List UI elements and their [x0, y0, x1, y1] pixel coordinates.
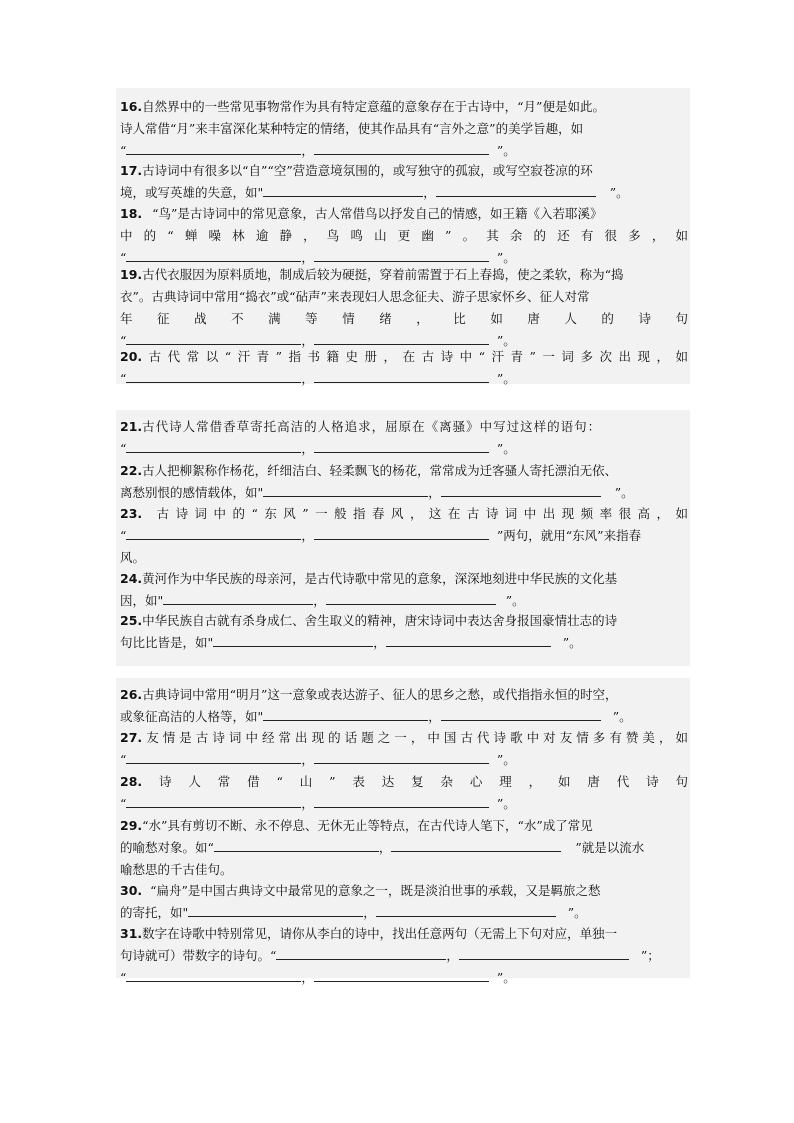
answer-blank[interactable] — [126, 142, 301, 155]
answer-blank[interactable] — [314, 751, 489, 764]
question-23: 23. 古诗词中的“东风”一般指春风，这在古诗词中出现频率很高，如 “ ， ”两句，就用“东风”来指春 风。 — [120, 506, 688, 565]
answer-blank[interactable] — [314, 249, 489, 262]
answer-blank[interactable] — [126, 370, 301, 383]
question-19: 19.古代衣服因为原料质地，制成后较为硬挺，穿着前需置于石上春捣，使之柔软，称为“捣 衣”。古典诗词中常用“捣衣”或“砧声”来表现妇人思念征夫、游子思家怀乡、征人对常 年征战不满等情绪，比如唐人的诗句 “ ， ”。 — [120, 267, 688, 348]
question-26: 26.古典诗词中常用“明月”这一意象或表达游子、征人的思乡之愁，或代指指永恒的时空， 或象征高洁的人格等，如" ， ”。 — [120, 687, 632, 724]
question-20: 20.古代常以“汗青”指书籍史册，在古诗中“汗青”一词多次出现，如 “ ， ”。 — [120, 349, 688, 386]
answer-blank[interactable] — [314, 969, 489, 982]
answer-blank[interactable] — [126, 440, 301, 453]
question-18: 18. “鸟”是古诗词中的常见意象，古人常借鸟以抒发自己的情感，如王籍《入若耶溪》 中的“蝉噪林逾静，鸟鸣山更幽”。其余的还有很多，如 “ ， ”。 — [120, 206, 688, 265]
question-30: 30. “扁舟”是中国古典诗文中最常见的意象之一，既是淡泊世事的承载，又是羁旅之愁 的寄托，如" ， ”。 — [120, 883, 601, 920]
answer-blank[interactable] — [126, 795, 301, 808]
question-25: 25.中华民族自古就有杀身成仁、舍生取义的精神，唐宋诗词中表达舍身报国豪情壮志的诗 句比比皆是，如" ， ”。 — [120, 613, 618, 650]
question-16: 16.自然界中的一些常见事物常作为具有特定意蕴的意象存在于古诗中，“月”便是如此。 诗人常借“月”来丰富深化某种特定的情绪，使其作品具有“言外之意”的美学旨趣，如 “ ， ”。 — [120, 99, 605, 158]
answer-blank[interactable] — [126, 332, 301, 345]
answer-blank[interactable] — [126, 969, 301, 982]
question-number: 16. — [120, 99, 143, 114]
answer-blank[interactable] — [441, 708, 601, 721]
question-29: 29.“水”具有剪切不断、永不停息、无休无止等特点，在古代诗人笔下，“水”成了常见 的喻愁对象。如“ ， ”就是以流水 喻愁思的千古佳句。 — [120, 818, 645, 877]
answer-blank[interactable] — [391, 839, 561, 852]
answer-blank[interactable] — [126, 249, 301, 262]
answer-blank[interactable] — [326, 592, 496, 605]
answer-blank[interactable] — [263, 708, 428, 721]
answer-blank[interactable] — [213, 634, 373, 647]
question-24: 24.黄河作为中华民族的母亲河，是古代诗歌中常见的意象，深深地刻进中华民族的文化基 因，如" ， ”。 — [120, 571, 618, 608]
answer-blank[interactable] — [276, 947, 446, 960]
answer-blank[interactable] — [163, 592, 313, 605]
answer-blank[interactable] — [214, 839, 379, 852]
question-27: 27.友情是古诗词中经常出现的话题之一，中国古代诗歌中对友情多有赞美，如 “ ， ”。 — [120, 730, 688, 767]
answer-blank[interactable] — [314, 332, 489, 345]
answer-blank[interactable] — [314, 440, 489, 453]
question-21: 21.古代诗人常借香草寄托高洁的人格追求，屈原在《离骚》中写过这样的语句： “ ， ”。 — [120, 419, 602, 456]
answer-blank[interactable] — [441, 484, 601, 497]
answer-blank[interactable] — [126, 527, 301, 540]
question-28: 28.诗人常借“山”表达复杂心理，如唐代诗句 “ ， ”。 — [120, 774, 688, 811]
answer-blank[interactable] — [386, 634, 551, 647]
answer-blank[interactable] — [376, 904, 556, 917]
answer-blank[interactable] — [314, 527, 489, 540]
answer-blank[interactable] — [314, 795, 489, 808]
answer-blank[interactable] — [126, 751, 301, 764]
answer-blank[interactable] — [263, 184, 423, 197]
answer-blank[interactable] — [188, 904, 363, 917]
question-31: 31.数字在诗歌中特别常见，请你从李白的诗中，找出任意两句（无需上下句对应，单独一 句诗就可）带数字的诗句。“ ， ”； “ ， ”。 — [120, 926, 660, 985]
question-22: 22.古人把柳絮称作杨花，纤细洁白、轻柔飘飞的杨花，常常成为迁客骚人寄托漂泊无依、 离愁别恨的感情载体，如" ， ”。 — [120, 463, 634, 500]
answer-blank[interactable] — [263, 484, 428, 497]
question-17: 17.古诗词中有很多以“自”“空”营造意境氛围的，或写独守的孤寂，或写空寂苍凉的环 境，或写英雄的失意，如" ， ”。 — [120, 163, 629, 200]
answer-blank[interactable] — [314, 370, 489, 383]
answer-blank[interactable] — [436, 184, 596, 197]
answer-blank[interactable] — [459, 947, 629, 960]
answer-blank[interactable] — [314, 142, 489, 155]
